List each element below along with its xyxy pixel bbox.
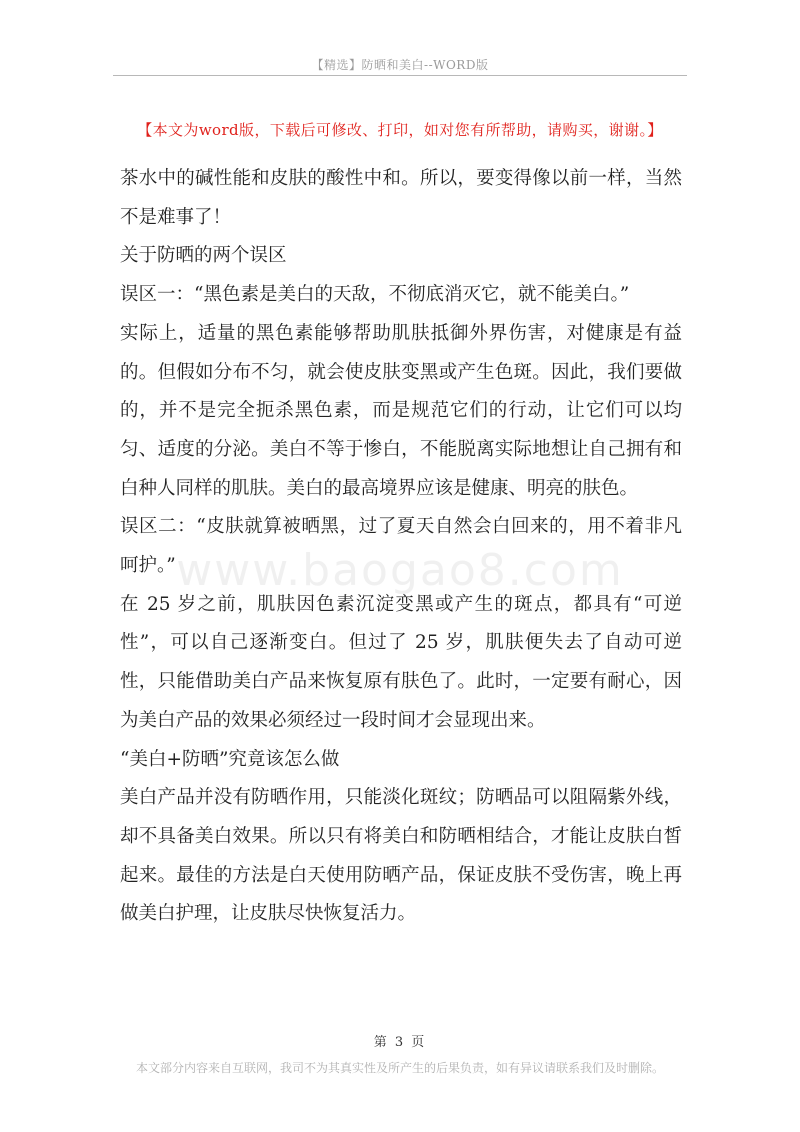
paragraph: 误区一：“黑色素是美白的天敌，不彻底消灭它，就不能美白。” [120,284,630,306]
document-body [120,160,682,934]
download-notice: 【本文为word版，下载后可修改、打印，如对您有所帮助，请购买，谢谢。】 [137,121,663,139]
page-number: 第 3 页 [373,1035,427,1050]
page-header-title: 【精选】防晒和美白--WORD版 [311,58,489,72]
section-heading: 关于防晒的两个误区 [120,245,287,267]
paragraph: 实际上，适量的黑色素能够帮助肌肤抵御外界伤害，对健康是有益的。但假如分布不匀，就会使皮肤变黑或产生色斑。因此，我们要做的，并不是完全扼杀黑色素，而是规范它们的行动，让它们可以均匀、适度的分泌。美白不等于惨白，不能脱离实际地想让自己拥有和白种人同样的肌肤。美白的最高境界应该是健康、明亮的肤色。 [120,322,682,499]
paragraph: 美白产品并没有防晒作用，只能淡化斑纹；防晒品可以阻隔紫外线，却不具备美白效果。所以只有将美白和防晒相结合，才能让皮肤白皙起来。最佳的方法是白天使用防晒产品，保证皮肤不受伤害，晚上再做美白护理，让皮肤尽快恢复活力。 [120,787,682,925]
paragraph: 误区二：“皮肤就算被晒黑，过了夏天自然会白回来的，用不着非凡呵护。” [120,516,682,577]
footer-disclaimer: 本文部分内容来自互联网，我司不为其真实性及所产生的后果负责，如有异议请联系我们及时删除。 [135,1061,664,1075]
header-divider [113,75,687,76]
paragraph: 在 25 岁之前，肌肤因色素沉淀变黑或产生的斑点，都具有“可逆性”，可以自己逐渐变白。但过了 25 岁，肌肤便失去了自动可逆性，只能借助美白产品来恢复原有肤色了。此时，一定要有耐心，因为美白产品的效果必须经过一段时间才会显现出来。 [120,593,682,731]
watermark-text: www.baogao8.com [176,545,624,596]
paragraph: 茶水中的碱性能和皮肤的酸性中和。所以，要变得像以前一样，当然不是难事了！ [120,168,682,228]
section-heading: “美白+防晒”究竟该怎么做 [120,748,340,770]
